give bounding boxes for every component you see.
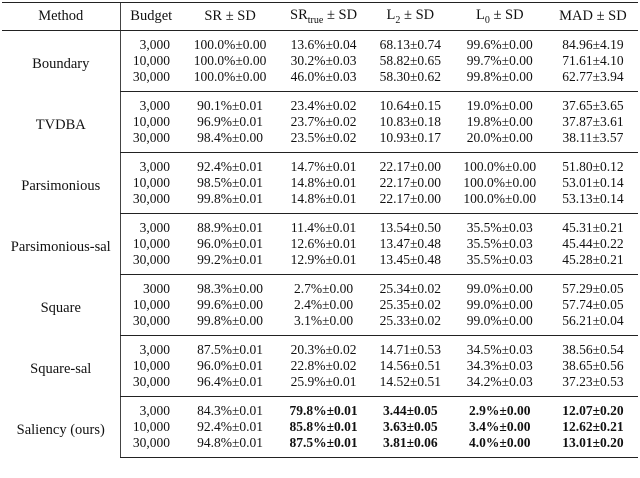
sr-cell: 100.0%±0.00: [182, 69, 278, 92]
header-budget: Budget: [120, 3, 182, 31]
budget-cell: 3,000: [120, 397, 182, 420]
l2-cell: 58.82±0.65: [379, 53, 442, 68]
mad-value-bold: 13.01±0.20: [562, 435, 624, 450]
mad-cell: 38.11±3.57: [548, 130, 638, 153]
method-name: Square-sal: [30, 361, 92, 377]
sr-cell: 100.0%±0.00: [193, 53, 267, 68]
sr-true-cell: [278, 397, 369, 420]
mad-cell: [548, 419, 638, 435]
header-method: Method: [2, 3, 120, 31]
l0-cell: 34.3%±0.03: [466, 358, 533, 373]
sr-true-cell: 3.1%±0.00: [278, 313, 369, 336]
method-name: Boundary: [32, 56, 90, 73]
results-table: [2, 2, 638, 458]
budget-cell: 30,000: [120, 435, 182, 458]
l2-cell: 10.93±0.17: [369, 130, 452, 153]
sr-cell: 92.4%±0.01: [197, 419, 264, 434]
sr-cell: 100.0%±0.00: [193, 37, 267, 52]
mad-cell: 56.21±0.04: [548, 313, 638, 336]
sr-cell: 88.9%±0.01: [197, 220, 264, 235]
budget-cell: 10,000: [120, 236, 182, 252]
sr-cell: 96.0%±0.01: [197, 236, 264, 251]
sr-true-cell: 25.9%±0.01: [278, 374, 369, 397]
budget-cell: 3,000: [120, 336, 182, 359]
budget-cell: 30,000: [120, 191, 182, 214]
l2-value-bold: 3.63±0.05: [382, 419, 438, 434]
results-table-container: [0, 2, 640, 478]
l2-cell: 14.71±0.53: [379, 342, 442, 357]
budget-cell: 10,000: [120, 358, 182, 374]
header-l2-main: L: [386, 7, 396, 24]
sr-true-cell: 23.5%±0.02: [278, 130, 369, 153]
sr-true-cell: 30.2%±0.03: [290, 53, 357, 68]
method-name: Saliency (ours): [16, 422, 105, 438]
sr-true-cell: 23.4%±0.02: [290, 98, 357, 113]
mad-cell: 37.65±3.65: [562, 98, 624, 113]
l2-cell: 25.33±0.02: [369, 313, 452, 336]
budget-cell: 30,000: [120, 252, 182, 275]
mad-cell: 38.65±0.56: [562, 358, 624, 373]
sr-cell: 90.1%±0.01: [197, 98, 264, 113]
budget-cell: 3000: [120, 275, 182, 298]
l2-cell: 68.13±0.74: [379, 37, 442, 52]
method-name: Square: [40, 300, 81, 316]
mad-cell: [548, 435, 638, 458]
l2-cell: 22.17±0.00: [369, 191, 452, 214]
l2-cell: 10.64±0.15: [379, 98, 442, 113]
l2-cell: 22.17±0.00: [379, 175, 442, 190]
l0-cell: 99.6%±0.00: [466, 37, 533, 52]
sr-true-cell: [278, 435, 369, 458]
l0-cell: 99.0%±0.00: [466, 297, 533, 312]
l2-cell: [369, 419, 452, 435]
budget-cell: 10,000: [120, 175, 182, 191]
mad-cell: 57.74±0.05: [562, 297, 624, 312]
l0-cell: 35.5%±0.03: [466, 220, 533, 235]
mad-cell: 45.44±0.22: [562, 236, 624, 251]
l0-cell: 34.2%±0.03: [452, 374, 548, 397]
sr-cell: 99.2%±0.01: [182, 252, 278, 275]
budget-cell: 30,000: [120, 130, 182, 153]
l2-cell: 14.56±0.51: [379, 358, 442, 373]
sr-true-cell: 11.4%±0.01: [290, 220, 357, 235]
mad-cell: 37.23±0.53: [548, 374, 638, 397]
mad-cell: 53.01±0.14: [562, 175, 624, 190]
budget-cell: 3,000: [120, 92, 182, 115]
mad-cell: [548, 397, 638, 420]
l0-cell: [452, 419, 548, 435]
sr-true-cell: 14.8%±0.01: [290, 175, 357, 190]
l0-cell: 100.0%±0.00: [463, 159, 537, 174]
header-sr-true-sub: true: [307, 14, 324, 26]
sr-true-cell: 23.7%±0.02: [290, 114, 357, 129]
mad-cell: 71.61±4.10: [562, 53, 624, 68]
l0-cell: 99.7%±0.00: [466, 53, 533, 68]
budget-cell: 10,000: [120, 419, 182, 435]
budget-cell: 3,000: [120, 31, 182, 54]
l2-cell: 10.83±0.18: [379, 114, 442, 129]
sr-true-value-bold: 85.8%±0.01: [289, 419, 358, 434]
table-row: [2, 31, 638, 54]
sr-cell: 84.3%±0.01: [197, 403, 264, 418]
mad-cell: 45.28±0.21: [548, 252, 638, 275]
l0-cell: 100.0%±0.00: [452, 191, 548, 214]
mad-cell: 51.80±0.12: [562, 159, 624, 174]
header-l2: [369, 3, 452, 31]
l2-cell: 13.47±0.48: [379, 236, 442, 251]
l2-cell: 58.30±0.62: [369, 69, 452, 92]
l0-cell: 35.5%±0.03: [466, 236, 533, 251]
l0-cell: 34.5%±0.03: [466, 342, 533, 357]
header-l2-rest: ± SD: [400, 7, 435, 24]
sr-cell: 98.4%±0.00: [182, 130, 278, 153]
sr-cell: 96.0%±0.01: [197, 358, 264, 373]
l0-cell: 19.0%±0.00: [466, 98, 533, 113]
header-sr-true-rest: ± SD: [323, 7, 358, 24]
method-name: Parsimonious: [21, 178, 101, 194]
l0-cell: [452, 397, 548, 420]
table-row: [2, 92, 638, 115]
l2-cell: 25.35±0.02: [379, 297, 442, 312]
l2-cell: [369, 435, 452, 458]
l2-cell: 13.45±0.48: [369, 252, 452, 275]
sr-cell: 98.5%±0.01: [197, 175, 264, 190]
header-l0-sub: 0: [484, 14, 490, 26]
budget-cell: 10,000: [120, 297, 182, 313]
mad-value-bold: 12.07±0.20: [562, 403, 624, 418]
sr-cell: 94.8%±0.01: [182, 435, 278, 458]
sr-cell: 87.5%±0.01: [197, 342, 264, 357]
mad-cell: 37.87±3.61: [562, 114, 624, 129]
table-row: [2, 275, 638, 298]
l0-cell: 20.0%±0.00: [452, 130, 548, 153]
sr-cell: 99.8%±0.00: [182, 313, 278, 336]
sr-cell: 96.9%±0.01: [197, 114, 264, 129]
method-name: Parsimonious-sal: [10, 239, 111, 255]
l0-cell: 35.5%±0.03: [452, 252, 548, 275]
mad-cell: 53.13±0.14: [548, 191, 638, 214]
sr-cell: 92.4%±0.01: [197, 159, 264, 174]
l2-cell: 22.17±0.00: [379, 159, 442, 174]
l2-cell: 14.52±0.51: [369, 374, 452, 397]
header-sr-true: [278, 3, 369, 31]
l0-value-bold: 4.0%±0.00: [469, 435, 531, 450]
l0-cell: 99.0%±0.00: [466, 281, 533, 296]
budget-cell: 3,000: [120, 214, 182, 237]
table-row: [2, 336, 638, 359]
table-header: [2, 3, 638, 31]
sr-true-cell: 12.9%±0.01: [278, 252, 369, 275]
header-row: [2, 3, 638, 31]
mad-cell: 38.56±0.54: [562, 342, 624, 357]
sr-true-cell: 20.3%±0.02: [290, 342, 357, 357]
header-mad: MAD ± SD: [548, 3, 638, 31]
table-row: [2, 214, 638, 237]
l2-cell: 25.34±0.02: [379, 281, 442, 296]
header-l0: [452, 3, 548, 31]
header-l0-rest: ± SD: [489, 7, 524, 24]
sr-true-value-bold: 87.5%±0.01: [289, 435, 358, 450]
l0-cell: 100.0%±0.00: [463, 175, 537, 190]
budget-cell: 3,000: [120, 153, 182, 176]
l2-cell: 13.54±0.50: [379, 220, 442, 235]
sr-true-cell: 14.7%±0.01: [290, 159, 357, 174]
sr-cell: 98.3%±0.00: [197, 281, 264, 296]
sr-true-cell: 12.6%±0.01: [290, 236, 357, 251]
header-sr-true-main: SR: [290, 7, 308, 24]
sr-cell: 99.8%±0.01: [182, 191, 278, 214]
sr-true-cell: 46.0%±0.03: [278, 69, 369, 92]
sr-true-value-bold: 79.8%±0.01: [289, 403, 358, 418]
l0-value-bold: 2.9%±0.00: [469, 403, 531, 418]
l2-value-bold: 3.44±0.05: [382, 403, 438, 418]
budget-cell: 10,000: [120, 114, 182, 130]
header-l2-sub: 2: [395, 14, 401, 26]
mad-cell: 84.96±4.19: [562, 37, 624, 52]
mad-cell: 62.77±3.94: [548, 69, 638, 92]
table-body: [2, 31, 638, 458]
l2-cell: [369, 397, 452, 420]
sr-cell: 96.4%±0.01: [182, 374, 278, 397]
budget-cell: 30,000: [120, 313, 182, 336]
table-row: [2, 153, 638, 176]
l0-cell: [452, 435, 548, 458]
header-sr: SR ± SD: [182, 3, 278, 31]
sr-true-cell: 13.6%±0.04: [290, 37, 357, 52]
l2-value-bold: 3.81±0.06: [382, 435, 438, 450]
l0-cell: 99.0%±0.00: [452, 313, 548, 336]
sr-true-cell: 2.7%±0.00: [293, 281, 354, 296]
budget-cell: 30,000: [120, 69, 182, 92]
l0-value-bold: 3.4%±0.00: [469, 419, 531, 434]
sr-true-cell: 2.4%±0.00: [293, 297, 354, 312]
budget-cell: 10,000: [120, 53, 182, 69]
sr-true-cell: 22.8%±0.02: [290, 358, 357, 373]
header-l0-main: L: [475, 7, 485, 24]
l0-cell: 19.8%±0.00: [466, 114, 533, 129]
sr-cell: 99.6%±0.00: [197, 297, 264, 312]
mad-cell: 45.31±0.21: [562, 220, 624, 235]
sr-true-cell: 14.8%±0.01: [278, 191, 369, 214]
method-name: TVDBA: [35, 117, 86, 133]
budget-cell: 30,000: [120, 374, 182, 397]
table-row: [2, 397, 638, 420]
mad-cell: 57.29±0.05: [562, 281, 624, 296]
mad-value-bold: 12.62±0.21: [562, 419, 624, 434]
l0-cell: 99.8%±0.00: [452, 69, 548, 92]
sr-true-cell: [278, 419, 369, 435]
